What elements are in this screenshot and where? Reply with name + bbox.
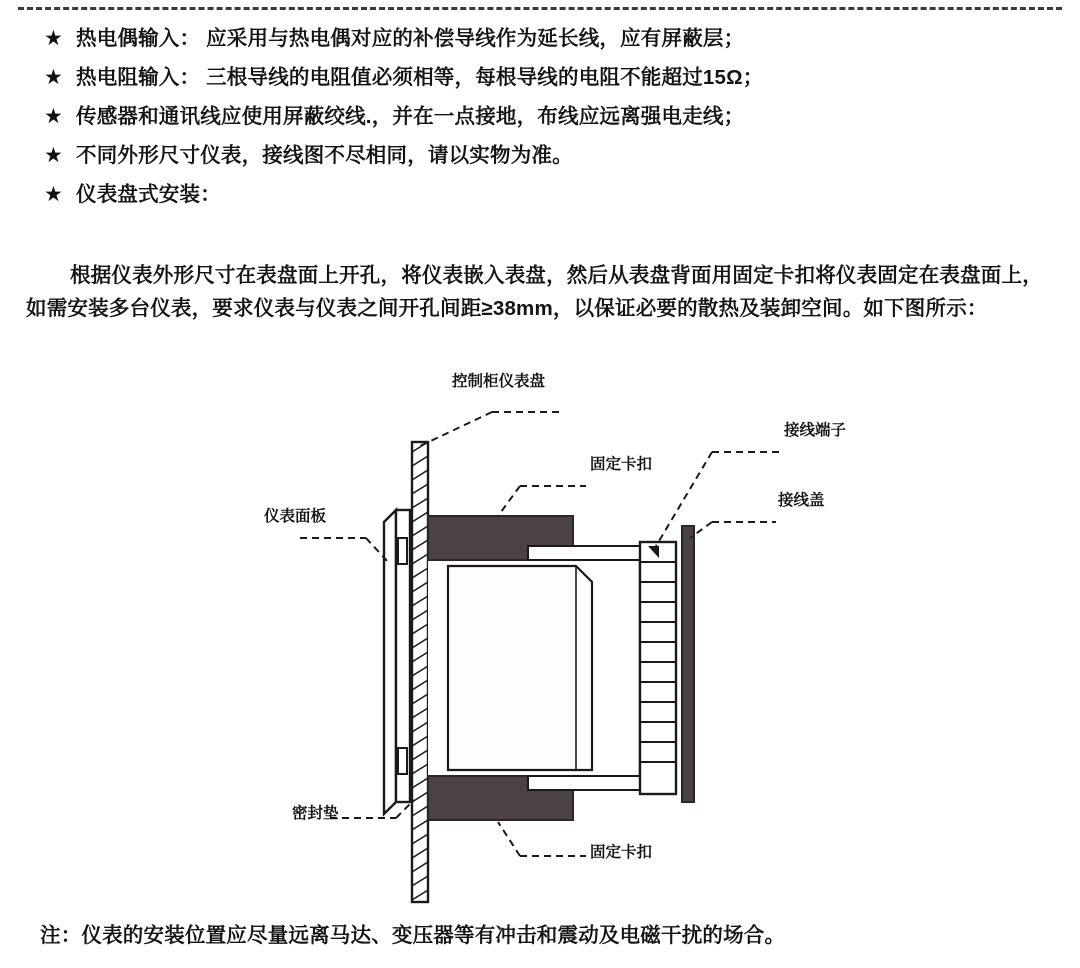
list-item — [44, 104, 1054, 130]
note-text: 注：仪表的安装位置应尽量远离马达、变压器等有冲击和震动及电磁干扰的场合。 — [40, 924, 786, 947]
star-icon: ★ — [44, 66, 63, 89]
diagram-svg — [0, 370, 1080, 910]
top-dashed-rule — [18, 7, 1062, 10]
label-wiring-cover: 接线盖 — [778, 492, 825, 509]
label-clip-bottom: 固定卡扣 — [590, 844, 653, 861]
list-item — [44, 143, 1054, 169]
list-item-text: 不同外形尺寸仪表，接线图不尽相同，请以实物为准。 — [76, 144, 573, 167]
list-item — [44, 26, 1054, 52]
list-item-text: 热电阻输入： 三根导线的电阻值必须相等，每根导线的电阻不能超过15Ω； — [76, 66, 764, 89]
label-panel-cabinet: 控制柜仪表盘 — [452, 373, 546, 390]
list-item — [44, 182, 1054, 208]
label-meter-front-panel: 仪表面板 — [264, 508, 327, 525]
list-item-text: 热电偶输入： 应采用与热电偶对应的补偿导线作为延长线，应有屏蔽层； — [76, 27, 745, 50]
bullet-list — [44, 26, 1054, 221]
star-icon: ★ — [44, 183, 63, 206]
list-item-text: 传感器和通讯线应使用屏蔽绞线.，并在一点接地，布线应远离强电走线； — [76, 105, 745, 128]
list-item-text: 仪表盘式安装： — [76, 183, 221, 206]
star-icon: ★ — [44, 144, 63, 167]
panel-mount-diagram — [0, 370, 1080, 910]
star-icon: ★ — [44, 105, 63, 128]
label-terminal: 接线端子 — [784, 422, 847, 439]
star-icon: ★ — [44, 27, 63, 50]
label-gasket: 密封垫 — [292, 805, 339, 822]
label-clip-top: 固定卡扣 — [590, 456, 653, 473]
installation-paragraph: 根据仪表外形尺寸在表盘面上开孔，将仪表嵌入表盘，然后从表盘背面用固定卡扣将仪表固定在表盘面上，如需安装多台仪表，要求仪表与仪表之间开孔间距≥38mm，以保证必要的散热及装卸空间。如下图所示： — [26, 264, 1043, 320]
list-item — [44, 65, 1054, 91]
